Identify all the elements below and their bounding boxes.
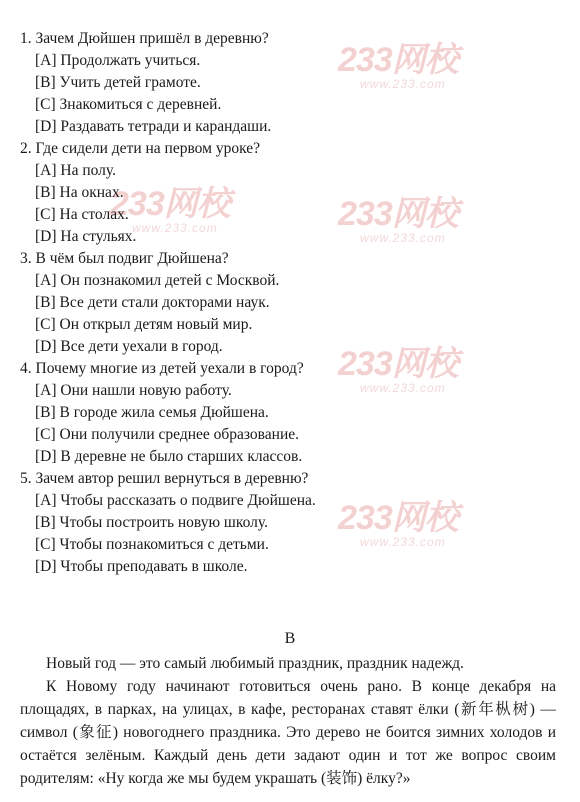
option-b: [B] Все дети стали докторами наук. [35,294,270,311]
option-b: [B] На окнах. [35,184,124,201]
option-c: [C] Знакомиться с деревней. [35,96,222,113]
watermark-url: www.233.com [360,77,446,91]
question-1 [20,28,560,138]
option-b: [B] В городе жила семья Дюйшена. [35,404,269,421]
watermark-text: 233网校 [338,345,458,383]
passage-paragraph: К Новому году начинают готовиться очень рано. В конце декабря на площадях, в парках, на улицах, в кафе, ресторанах ставят ёлки (新年枞树) — символ (象征) новогоднего праздника. Это дерево не боится зимних холодов и остаётся зелёным. Каждый день дети задают один и тот же вопрос своим родителям: «Ну когда же мы будем украшать (装饰) ёлку?» [20,678,556,787]
option-c: [C] Они получили среднее образование. [35,426,300,443]
watermark-text: 233网校 [338,41,458,79]
option-d: [D] Раздавать тетради и карандаши. [35,118,272,135]
option-c: [C] Он открыл детям новый мир. [35,316,253,333]
passage-paragraph: Новый год — это самый любимый праздник, праздник надежд. [46,655,464,672]
option-a: [A] Он познакомил детей с Москвой. [35,272,280,289]
question-text: 4. Почему многие из детей уехали в город? [20,360,304,377]
watermark-text: 233网校 [338,195,458,233]
option-a: [A] Чтобы рассказать о подвиге Дюйшена. [35,492,316,509]
question-text: 2. Где сидели дети на первом уроке? [20,140,260,157]
watermark-text: 233网校 [338,499,458,537]
section-heading: B [284,630,296,647]
option-a: [A] Они нашли новую работу. [35,382,232,399]
watermark-url: www.233.com [132,221,218,235]
option-d: [D] Чтобы преподавать в школе. [35,558,248,575]
option-a: [A] Продолжать учиться. [35,52,201,69]
watermark-text: 233网校 [110,185,230,223]
question-text: 1. Зачем Дюйшен пришёл в деревню? [20,30,269,47]
option-d: [D] Все дети уехали в город. [35,338,223,355]
option-d: [D] На стульях. [35,228,137,245]
question-5 [20,468,560,578]
watermark-url: www.233.com [360,231,446,245]
option-b: [B] Чтобы построить новую школу. [35,514,268,531]
question-list [20,28,560,578]
reading-passage [20,652,556,790]
watermark-url: www.233.com [360,535,446,549]
option-c: [C] Чтобы познакомиться с детьми. [35,536,269,553]
question-text: 3. В чём был подвиг Дюйшена? [20,250,229,267]
option-a: [A] На полу. [35,162,116,179]
option-c: [C] На столах. [35,206,129,223]
option-b: [B] Учить детей грамоте. [35,74,201,91]
question-2 [20,138,560,248]
question-text: 5. Зачем автор решил вернуться в деревню? [20,470,309,487]
watermark-url: www.233.com [360,381,446,395]
question-4 [20,358,560,468]
question-3 [20,248,560,358]
option-d: [D] В деревне не было старших классов. [35,448,303,465]
